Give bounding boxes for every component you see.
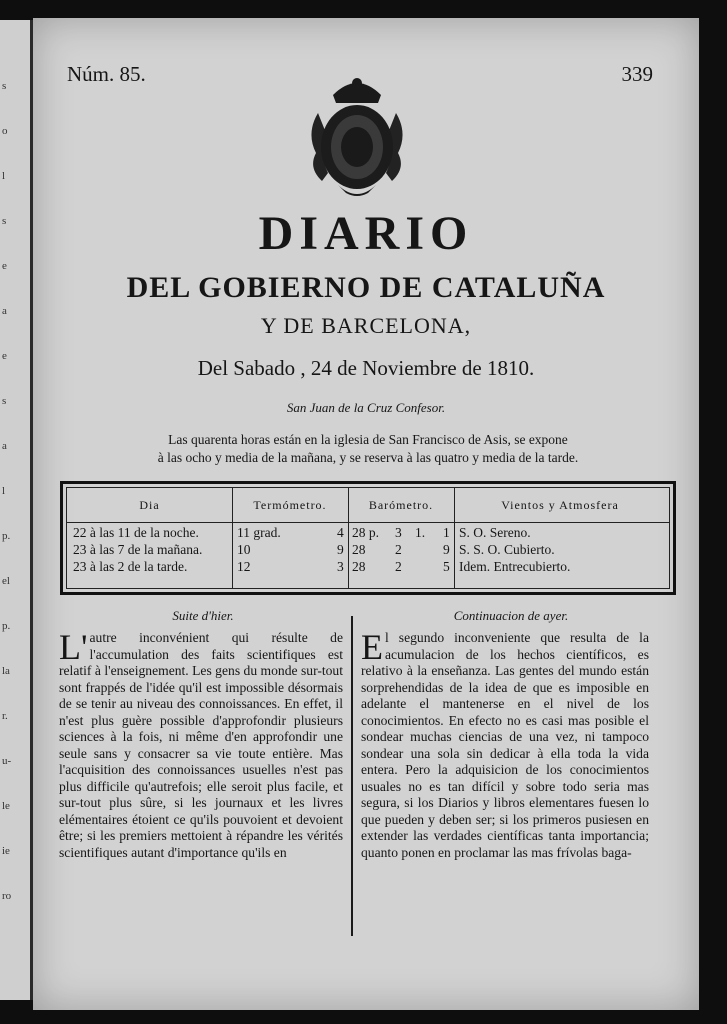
- left-column-text: [59, 627, 343, 861]
- margin-fragment: a: [2, 440, 7, 452]
- margin-fragment: r.: [2, 710, 8, 722]
- newspaper-page: [33, 18, 699, 1010]
- margin-fragment: l: [2, 485, 6, 497]
- notice-line: à las ocho y media de la mañana, y se reserva à las quatro y media de la tarde.: [157, 450, 579, 465]
- issue-date: Del Sabado , 24 de Noviembre de 1810.: [197, 356, 535, 380]
- table-cell: 1: [443, 525, 450, 540]
- masthead-subtitle: DEL GOBIERNO DE CATALUÑA: [126, 271, 606, 304]
- header-barometro: Barómetro.: [368, 497, 434, 512]
- margin-fragment: u-: [2, 755, 12, 767]
- right-dropcap: E: [361, 627, 383, 667]
- margin-fragment: s: [2, 395, 7, 407]
- table-cell: 12: [237, 559, 251, 574]
- margin-fragment: e: [2, 260, 7, 272]
- table-cell: 10: [237, 542, 251, 557]
- left-column-heading: Suite d'hier.: [172, 608, 234, 623]
- right-column-heading: Continuacion de ayer.: [453, 608, 569, 623]
- right-column-text: [361, 627, 649, 861]
- table-cell: 9: [337, 542, 344, 557]
- margin-fragment: le: [2, 800, 10, 812]
- column-divider: [351, 616, 353, 936]
- royal-crest-icon: [298, 73, 416, 205]
- margin-fragment: ie: [2, 845, 10, 857]
- table-cell: S. O. Sereno.: [459, 525, 531, 540]
- table-cell: 11 grad.: [237, 525, 281, 540]
- table-cell: 23 à las 2 de la tarde.: [73, 559, 188, 574]
- margin-fragment: el: [2, 575, 10, 587]
- header-vientos: Vientos y Atmosfera: [501, 497, 619, 512]
- margin-fragment: la: [2, 665, 10, 677]
- table-cell: 3: [395, 525, 402, 540]
- saint-of-day: San Juan de la Cruz Confesor.: [286, 400, 446, 415]
- margin-fragment: e: [2, 350, 7, 362]
- margin-fragment: p.: [2, 620, 11, 632]
- left-body: autre inconvénient qui résulte de l'accumulation des faits scientifiques est relatif à l'enseignement. Les gens du monde sur-tout sont frappés de l'idée qu'il est impossible désormais de se tenir au niveau des connoissances. En effet, il n'est plus guère possible d'approfondir plusieurs sciences à la fois, ni même d'en approfondir une seule sans y consacrer sa vie toute entière. Mas l'acquisition des connoissances usuelles n'est pas plus difficile qu'autrefois; elle seroit plus facile, et sur-tout plus sûre, si les journaux et les livres elémentaires étoient ce qu'ils pouvoient et devoient être; si les premiers mettoient à répandre les vérités scientifiques autant d'importance qu'ils en: [59, 630, 343, 860]
- masthead-title: DIARIO: [258, 207, 474, 260]
- church-notice: [73, 431, 663, 467]
- margin-fragment: ro: [2, 890, 12, 902]
- header-termometro: Termómetro.: [253, 497, 327, 512]
- margin-fragment: s: [2, 80, 7, 92]
- masthead-city: Y DE BARCELONA,: [260, 313, 472, 338]
- previous-page-edge: [0, 20, 33, 1000]
- right-body: l segundo inconveniente que resulta de la acumulacion de los hechos científicos, es relativo à la enseñanza. Las gentes del mundo están sorprehendidas de la idea de que es imposible en adelante el mantenerse en el nivel de los conocimientos. En efecto no es casi mas posible el sondear muchas ciencias de una vez, ni tampoco sondear una sola sin dedicar à ella toda la vida entera. Pero la adquisicion de los conocimientos usuales no es tan difícil y sobre todo seria mas segura, si los Diarios y libros elementares fuesen lo que pueden y deben ser; si los primeros pusiesen en extender las verdades científicas tanta importancia; quanto ponen en proclamar las mas frívolas baga-: [361, 630, 649, 860]
- margin-fragment: p.: [2, 530, 11, 542]
- table-cell: 4: [337, 525, 344, 540]
- table-cell: 1.: [415, 525, 426, 540]
- table-cell: 28 p.: [352, 525, 379, 540]
- table-cell: 28: [352, 542, 366, 557]
- table-cell: 3: [337, 559, 344, 574]
- table-cell: 9: [443, 542, 450, 557]
- header-dia: Dia: [139, 497, 160, 512]
- table-cell: 2: [395, 559, 402, 574]
- margin-fragment: o: [2, 125, 8, 137]
- margin-fragment: s: [2, 215, 7, 227]
- table-cell: 2: [395, 542, 402, 557]
- weather-table: [60, 481, 676, 595]
- margin-fragment: a: [2, 305, 7, 317]
- left-dropcap: L': [59, 627, 88, 667]
- issue-number: Núm. 85.: [67, 62, 146, 86]
- table-cell: Idem. Entrecubierto.: [459, 559, 571, 574]
- table-cell: S. S. O. Cubierto.: [459, 542, 555, 557]
- margin-fragment: l: [2, 170, 6, 182]
- table-cell: 22 à las 11 de la noche.: [73, 525, 199, 540]
- notice-line: Las quarenta horas están en la iglesia de San Francisco de Asis, se expone: [168, 432, 568, 447]
- table-cell: 5: [443, 559, 450, 574]
- table-cell: 23 à las 7 de la mañana.: [73, 542, 203, 557]
- page-number: 339: [621, 62, 653, 86]
- table-cell: 28: [352, 559, 366, 574]
